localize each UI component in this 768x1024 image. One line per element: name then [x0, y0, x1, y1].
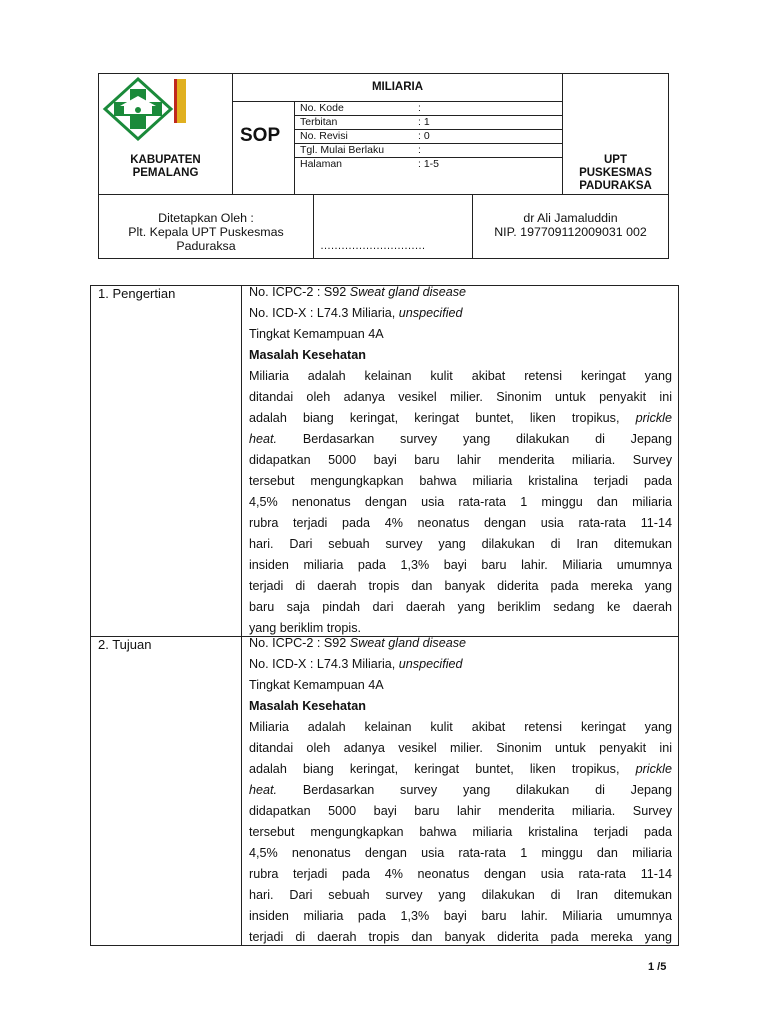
document-title: MILIARIA	[371, 81, 424, 93]
para-line: terjadi di daerah tropis dan banyak diderita pada mereka yang	[249, 930, 672, 944]
para-line: rubra terjadi pada 4% neonatus dengan usia rata-rata 11-14	[249, 867, 672, 881]
para-line: didapatkan 5000 bayi baru lahir menderita miliaria. Survey	[249, 453, 672, 467]
icd-line: No. ICD-X : L74.3 Miliaria, unspecified	[249, 657, 463, 671]
para-line: rubra terjadi pada 4% neonatus dengan usia rata-rata 11-14	[249, 516, 672, 530]
section-heading: Masalah Kesehatan	[249, 699, 366, 713]
para-line: insiden miliaria pada 1,3% bayi baru lahir. Miliaria umumnya	[249, 558, 672, 572]
signer-name: dr Ali Jamaluddin	[523, 211, 618, 225]
para-line: ditandai oleh adanya vesikel milier. Sinonim untuk penyakit ini	[249, 390, 672, 404]
section-pengertian-label: 1. Pengertian	[98, 286, 176, 301]
para-line: heat. Berdasarkan survey yang dilakukan di Jepang	[249, 432, 672, 446]
section-pengertian-body	[249, 282, 672, 636]
page-number: 1 /5	[648, 961, 667, 973]
level-line: Tingkat Kemampuan 4A	[249, 327, 384, 341]
meta-terbitan-value: : 1	[418, 116, 430, 128]
meta-kode-value: :	[418, 102, 421, 114]
para-line: Miliaria adalah kelainan kulit akibat retensi keringat yang	[249, 369, 672, 383]
para-line: Miliaria adalah kelainan kulit akibat retensi keringat yang	[249, 720, 672, 734]
org-right-name: UPT PUSKESMAS PADURAKSA	[579, 154, 652, 192]
approval-text: Ditetapkan Oleh : Plt. Kepala UPT Puskesmas Paduraksa	[128, 211, 284, 253]
meta-revisi-value: : 0	[418, 130, 430, 142]
meta-terbitan-label: Terbitan	[300, 116, 338, 128]
para-line: ditandai oleh adanya vesikel milier. Sinonim untuk penyakit ini	[249, 741, 672, 755]
org-left-name: KABUPATEN PEMALANG	[130, 154, 201, 179]
para-line: didapatkan 5000 bayi baru lahir menderita miliaria. Survey	[249, 804, 672, 818]
signature-placeholder: …………………………	[320, 240, 425, 252]
signer-info	[473, 211, 668, 239]
meta-halaman-label: Halaman	[300, 158, 343, 170]
icpc-line: No. ICPC-2 : S92 Sweat gland disease	[249, 285, 467, 299]
signer-nip: NIP. 197709112009031 002	[494, 225, 647, 239]
para-line: tersebut mengungkapkan bahwa miliaria kristalina terjadi pada	[249, 474, 672, 488]
section-heading: Masalah Kesehatan	[249, 348, 366, 362]
icpc-line: No. ICPC-2 : S92 Sweat gland disease	[249, 636, 467, 650]
logo	[102, 77, 192, 141]
para-line: hari. Dari sebuah survey yang dilakukan di Iran ditemukan	[249, 537, 672, 551]
section-tujuan-label: 2. Tujuan	[98, 637, 152, 652]
para-line: yang beriklim tropis.	[249, 621, 361, 635]
sop-label: SOP	[240, 125, 281, 146]
level-line: Tingkat Kemampuan 4A	[249, 678, 384, 692]
para-line: 4,5% nenonatus dengan usia rata-rata 1 minggu dan miliaria	[249, 495, 672, 509]
para-line: terjadi di daerah tropis dan banyak diderita pada mereka yang	[249, 579, 672, 593]
meta-revisi-label: No. Revisi	[300, 130, 348, 142]
meta-tgl-value: :	[418, 144, 421, 156]
para-line: adalah biang keringat, keringat buntet, liken tropikus, prickle	[249, 411, 672, 425]
section-tujuan-body	[249, 633, 672, 945]
para-line: hari. Dari sebuah survey yang dilakukan di Iran ditemukan	[249, 888, 672, 902]
para-line: baru saja pindah dari daerah yang beriklim sedang ke daerah	[249, 600, 672, 614]
para-line: heat. Berdasarkan survey yang dilakukan di Jepang	[249, 783, 672, 797]
meta-kode-label: No. Kode	[300, 102, 344, 114]
para-line: tersebut mengungkapkan bahwa miliaria kristalina terjadi pada	[249, 825, 672, 839]
icd-line: No. ICD-X : L74.3 Miliaria, unspecified	[249, 306, 463, 320]
para-line: adalah biang keringat, keringat buntet, liken tropikus, prickle	[249, 762, 672, 776]
para-line: 4,5% nenonatus dengan usia rata-rata 1 minggu dan miliaria	[249, 846, 672, 860]
meta-tgl-label: Tgl. Mulai Berlaku	[300, 144, 385, 156]
para-line: insiden miliaria pada 1,3% bayi baru lahir. Miliaria umumnya	[249, 909, 672, 923]
meta-halaman-value: : 1-5	[418, 158, 440, 170]
